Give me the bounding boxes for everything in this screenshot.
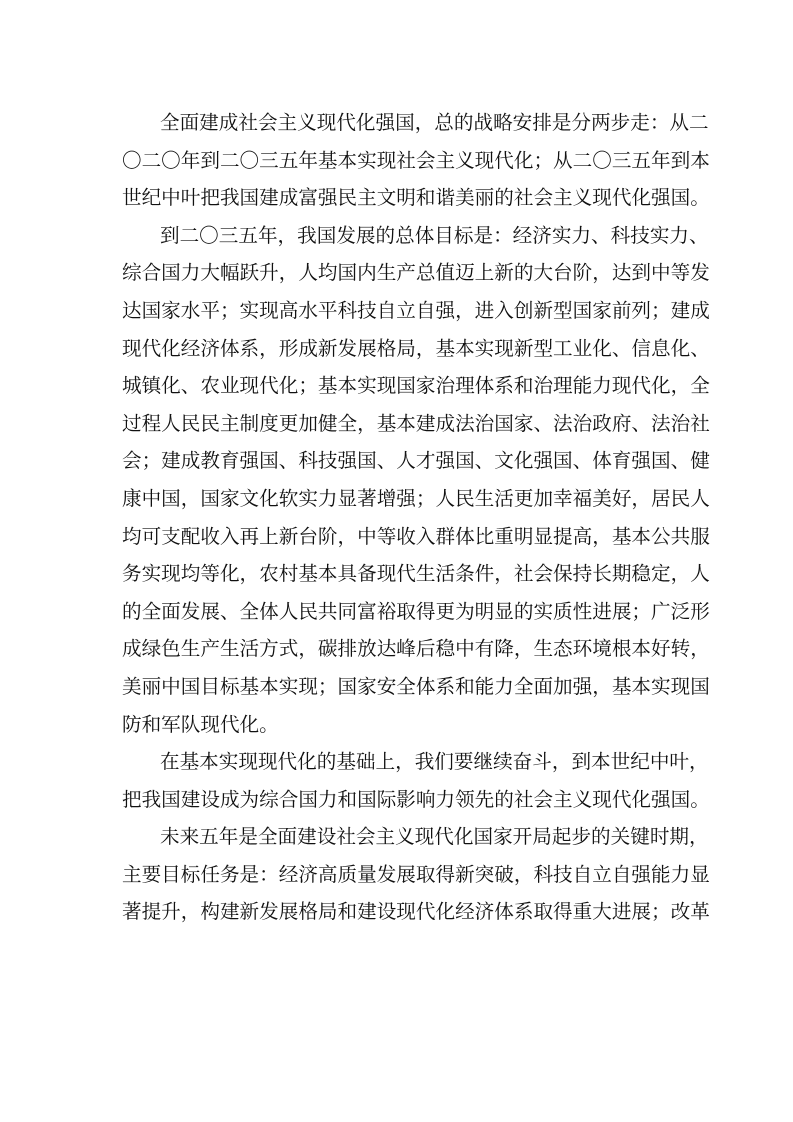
paragraph-line: 康中国，国家文化软实力显著增强；人民生活更加幸福美好，居民人 (122, 486, 710, 510)
paragraph-line: 世纪中叶把我国建成富强民主文明和谐美丽的社会主义现代化强国。 (122, 186, 710, 210)
paragraph-line: 未来五年是全面建设社会主义现代化国家开局起步的关键时期， (160, 825, 709, 849)
paragraph-line: 全面建成社会主义现代化强国，总的战略安排是分两步走：从二 (160, 111, 709, 134)
paragraph-line: 把我国建设成为综合国力和国际影响力领先的社会主义现代化强国。 (122, 787, 710, 811)
paragraph-line: 综合国力大幅跃升，人均国内生产总值迈上新的大台阶，达到中等发 (122, 261, 710, 285)
paragraph-1 (122, 104, 710, 217)
paragraph-2 (122, 217, 710, 743)
paragraph-line: 主要目标任务是：经济高质量发展取得新突破，科技自立自强能力显 (122, 862, 710, 886)
paragraph-3 (122, 743, 710, 818)
paragraph-line: 的全面发展、全体人民共同富裕取得更为明显的实质性进展；广泛形 (122, 599, 710, 623)
paragraph-line: 现代化经济体系，形成新发展格局，基本实现新型工业化、信息化、 (122, 336, 710, 360)
paragraph-line: 著提升，构建新发展格局和建设现代化经济体系取得重大进展；改革 (122, 900, 710, 924)
paragraph-line: 在基本实现现代化的基础上，我们要继续奋斗，到本世纪中叶， (160, 750, 709, 774)
document-body (122, 104, 710, 931)
paragraph-line: 成绿色生产生活方式，碳排放达峰后稳中有降，生态环境根本好转， (122, 637, 710, 661)
paragraph-line: 务实现均等化，农村基本具备现代生活条件，社会保持长期稳定，人 (122, 562, 710, 586)
paragraph-line: 防和军队现代化。 (122, 712, 279, 736)
paragraph-line: 城镇化、农业现代化；基本实现国家治理体系和治理能力现代化，全 (122, 374, 710, 398)
paragraph-line: 均可支配收入再上新台阶，中等收入群体比重明显提高，基本公共服 (122, 524, 710, 548)
paragraph-line: 达国家水平；实现高水平科技自立自强，进入创新型国家前列；建成 (122, 298, 710, 322)
paragraph-line: 过程人民民主制度更加健全，基本建成法治国家、法治政府、法治社 (122, 411, 710, 435)
paragraph-line: 会；建成教育强国、科技强国、人才强国、文化强国、体育强国、健 (122, 449, 710, 473)
paragraph-line: 到二〇三五年，我国发展的总体目标是：经济实力、科技实力、 (160, 223, 709, 247)
paragraph-line: 美丽中国目标基本实现；国家安全体系和能力全面加强，基本实现国 (122, 674, 710, 698)
paragraph-line: 〇二〇年到二〇三五年基本实现社会主义现代化；从二〇三五年到本 (122, 148, 710, 172)
paragraph-4 (122, 818, 710, 931)
